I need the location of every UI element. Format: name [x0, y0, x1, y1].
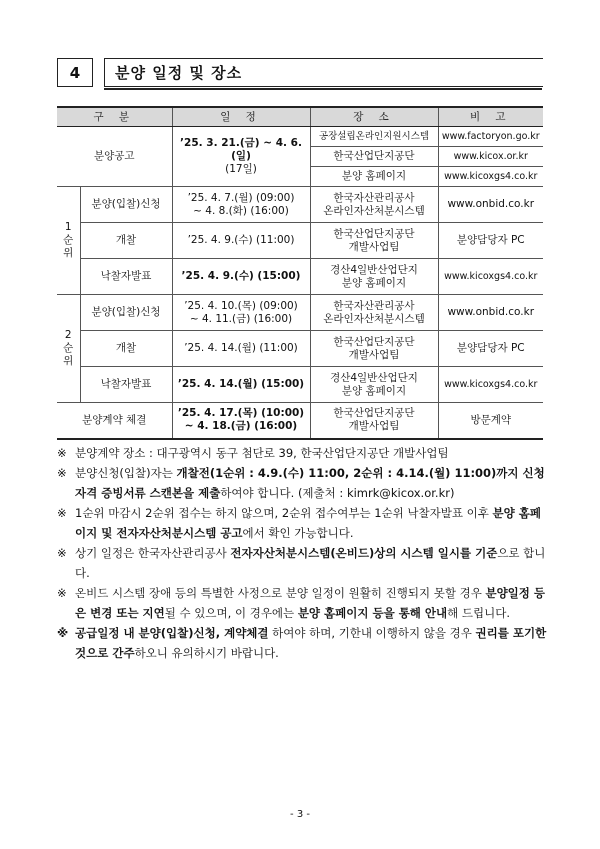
row-date: ’25. 4. 14.(월) (11:00)	[172, 331, 310, 367]
notes-list	[57, 443, 547, 663]
note-mark: ※	[57, 586, 67, 600]
row-place	[310, 187, 438, 223]
section-header	[57, 58, 543, 89]
section-number: 4	[57, 58, 93, 87]
contract-date-line1: ’25. 4. 17.(목) (10:00)	[177, 407, 305, 420]
note-text: 상기 일정은 한국자산관리공사	[75, 546, 231, 560]
table-row	[57, 223, 543, 259]
row-date-line1: ’25. 4. 7.(월) (09:00)	[187, 191, 295, 204]
note-text: 온비드 시스템 장애 등의 특별한 사정으로 분양 일정이 원활히 진행되지 못할 경우	[75, 586, 486, 600]
row-place-line1: 한국자산관리공사	[333, 299, 415, 312]
note-emphasis: 분양일정 등은 변경 또는 지연	[75, 586, 546, 620]
row-note: 분양담당자 PC	[438, 331, 543, 367]
note-mark: ※	[57, 446, 67, 460]
note-mark: ※	[57, 466, 67, 480]
row-item: 개찰	[80, 331, 172, 367]
table-row	[57, 295, 543, 331]
row-item: 분양(입찰)신청	[80, 187, 172, 223]
table-row	[57, 403, 543, 439]
row-date	[172, 295, 310, 331]
row-place	[310, 295, 438, 331]
contract-place	[310, 403, 438, 439]
note-mark: ※	[57, 506, 67, 520]
note-emphasis: 분양 홈페이지 등을 통해 안내	[297, 606, 448, 620]
note-emphasis: 권리를 포기한 것으로 간주	[75, 626, 547, 660]
row-note[interactable]: www.onbid.co.kr	[438, 187, 543, 223]
row-note: 분양담당자 PC	[438, 223, 543, 259]
announcement-link[interactable]: www.factoryon.go.kr	[438, 127, 543, 147]
note-text: 으로 합니다.	[75, 546, 546, 580]
row-place-line2: 온라인자산처분시스템	[323, 204, 425, 217]
header-category: 구 분	[57, 107, 172, 127]
row-item: 개찰	[80, 223, 172, 259]
announcement-date	[172, 127, 310, 187]
announcement-date-line1: ’25. 3. 21.(금) ~ 4. 6.(일)	[180, 137, 302, 162]
round-number: 2	[64, 329, 72, 341]
note-emphasis: 개찰전(1순위 : 4.9.(수) 11:00, 2순위 : 4.14.(월) 11:00)까지 신청자격 증빙서류 스캔본을 제출	[75, 466, 545, 500]
contract-label: 분양계약 체결	[57, 403, 172, 439]
row-date: ’25. 4. 9.(수) (15:00)	[172, 259, 310, 295]
announcement-link[interactable]: www.kicox.or.kr	[438, 147, 543, 167]
row-date-line1: ’25. 4. 10.(목) (09:00)	[184, 299, 298, 312]
row-date: ’25. 4. 14.(월) (15:00)	[172, 367, 310, 403]
note-item	[57, 583, 547, 623]
table-row	[57, 331, 543, 367]
note-text: 분양신청(입찰)자는	[75, 466, 177, 480]
note-mark: ※	[57, 626, 69, 640]
note-text: 하여야 하며, 기한내 이행하지 않을 경우	[268, 626, 476, 640]
note-text: 1순위 마감시 2순위 접수는 하지 않으며, 2순위 접수여부는 1순위 낙찰자발표 이후	[75, 506, 493, 520]
note-text: 하여야 합니다. (제출처 : kimrk@kicox.or.kr)	[220, 486, 455, 500]
round-number: 1	[64, 221, 72, 233]
row-place-line2: 개발사업팀	[348, 348, 400, 361]
round-suffix: 순위	[63, 234, 74, 259]
announcement-place: 한국산업단지공단	[310, 147, 438, 167]
round-label	[57, 187, 80, 295]
row-note[interactable]: www.kicoxgs4.co.kr	[438, 367, 543, 403]
table-row	[57, 367, 543, 403]
row-place	[310, 223, 438, 259]
round-label	[57, 295, 80, 403]
note-text: 에서 확인 가능합니다.	[242, 526, 354, 540]
note-item	[57, 463, 547, 503]
announcement-place: 분양 홈페이지	[310, 167, 438, 187]
section-title: 분양 일정 및 장소	[104, 58, 543, 87]
row-place-line2: 온라인자산처분시스템	[323, 312, 425, 325]
round-suffix: 순위	[63, 342, 74, 367]
row-place	[310, 367, 438, 403]
row-item: 낙찰자발표	[80, 259, 172, 295]
table-row	[57, 187, 543, 223]
row-date: ’25. 4. 9.(수) (11:00)	[172, 223, 310, 259]
note-item	[57, 503, 547, 543]
row-date-line2: ~ 4. 8.(화) (16:00)	[193, 204, 289, 217]
page-number: - 3 -	[290, 809, 310, 820]
note-mark: ※	[57, 546, 67, 560]
row-place-line2: 분양 홈페이지	[341, 276, 407, 289]
row-place-line2: 개발사업팀	[348, 240, 400, 253]
row-place-line1: 한국산업단지공단	[333, 335, 415, 348]
row-place-line1: 경산4일반산업단지	[330, 263, 418, 276]
row-date-line2: ~ 4. 11.(금) (16:00)	[189, 312, 293, 325]
header-place: 장 소	[310, 107, 438, 127]
announcement-link[interactable]: www.kicoxgs4.co.kr	[438, 167, 543, 187]
announcement-label: 분양공고	[57, 127, 172, 187]
row-note[interactable]: www.onbid.co.kr	[438, 295, 543, 331]
note-item	[57, 543, 547, 583]
note-text: 해 드립니다.	[447, 606, 510, 620]
announcement-date-line2: (17일)	[225, 163, 257, 175]
contract-place-line2: 개발사업팀	[348, 420, 400, 433]
note-item	[57, 443, 547, 463]
row-place	[310, 259, 438, 295]
row-place-line2: 분양 홈페이지	[341, 384, 407, 397]
row-place-line1: 경산4일반산업단지	[330, 371, 418, 384]
table-row	[57, 127, 543, 147]
contract-date	[172, 403, 310, 439]
header-schedule: 일 정	[172, 107, 310, 127]
row-place	[310, 331, 438, 367]
schedule-table	[57, 106, 543, 440]
note-emphasis: 공급일정 내 분양(입찰)신청, 계약체결	[75, 626, 269, 640]
note-emphasis: 분양 홈페이지 및 전자자산처분시스템 공고	[75, 506, 541, 540]
row-item: 분양(입찰)신청	[80, 295, 172, 331]
table-header-row	[57, 107, 543, 127]
announcement-place: 공장설립온라인지원시스템	[310, 127, 438, 147]
note-text: 하오니 유의하시기 바랍니다.	[134, 646, 279, 660]
note-text: 될 수 있으며, 이 경우에는	[164, 606, 298, 620]
row-note[interactable]: www.kicoxgs4.co.kr	[438, 259, 543, 295]
row-date	[172, 187, 310, 223]
contract-note: 방문계약	[438, 403, 543, 439]
contract-place-line1: 한국산업단지공단	[333, 407, 415, 420]
row-place-line1: 한국산업단지공단	[333, 227, 415, 240]
note-text: 분양계약 장소 : 대구광역시 동구 첨단로 39, 한국산업단지공단 개발사업팀	[75, 446, 449, 460]
header-note: 비 고	[438, 107, 543, 127]
row-item: 낙찰자발표	[80, 367, 172, 403]
note-item	[57, 623, 547, 663]
table-row	[57, 259, 543, 295]
row-place-line1: 한국자산관리공사	[333, 191, 415, 204]
contract-date-line2: ~ 4. 18.(금) (16:00)	[184, 420, 298, 433]
note-emphasis: 전자자산처분시스템(온비드)상의 시스템 일시를 기준	[230, 546, 498, 560]
